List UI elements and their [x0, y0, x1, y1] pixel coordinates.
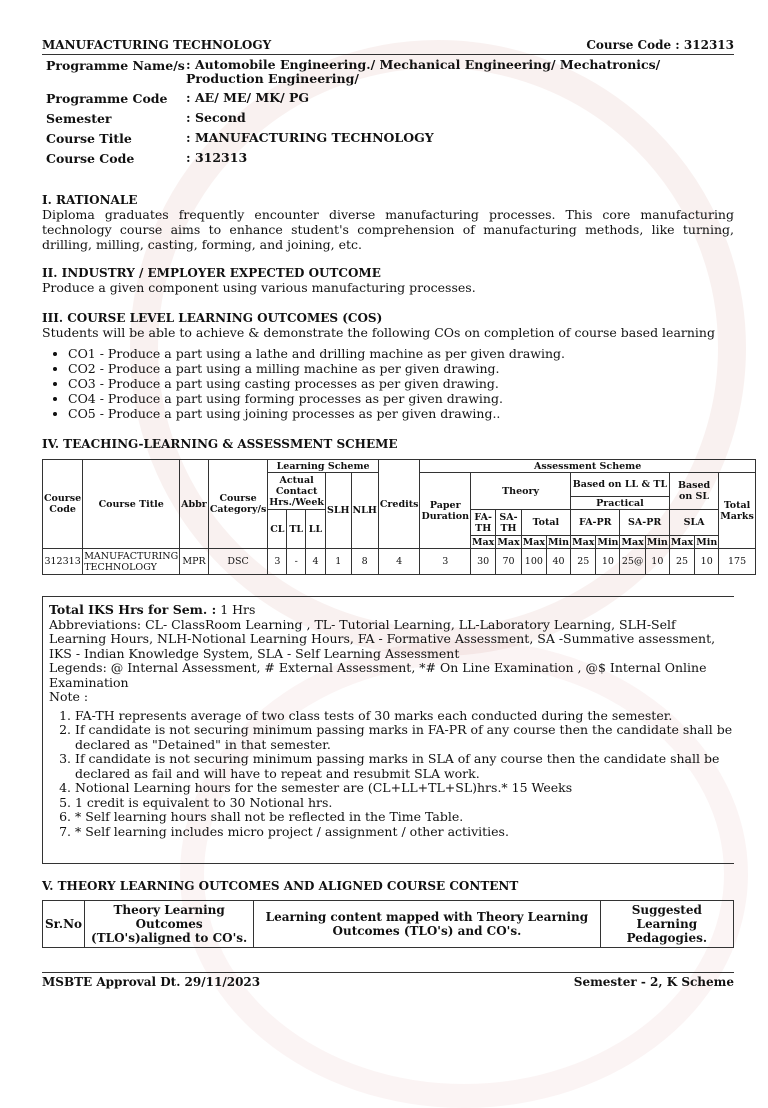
section-heading: II. INDUSTRY / EMPLOYER EXPECTED OUTCOME	[42, 266, 381, 280]
section-tlo-heading	[42, 879, 734, 893]
section-course-outcomes	[42, 311, 734, 421]
section-rationale	[42, 193, 734, 252]
section-heading: I. RATIONALE	[42, 193, 138, 207]
note-label: Note :	[49, 689, 89, 704]
list-item: 3. If candidate is not securing minimum passing marks in SLA of any course then the candidate shall be declared as fail and will have to repeat and resubmit SLA work.	[75, 752, 734, 781]
iks-hours: Total IKS Hrs for Sem. : 1 Hrs	[49, 602, 256, 617]
page-footer	[42, 972, 734, 989]
list-item: • CO2 - Produce a part using a milling machine as per given drawing.	[68, 361, 734, 376]
document-page	[42, 0, 754, 1024]
notes-list	[49, 709, 734, 840]
section-heading: IV. TEACHING-LEARNING & ASSESSMENT SCHEME	[42, 437, 398, 451]
tlo-table: Sr.No Theory Learning Outcomes (TLO's)aligned to CO's. Learning content mapped with Theory Learning Outcomes (TLO's) and CO's. Suggested Learning Pedagogies.	[42, 900, 734, 948]
section-industry-outcome	[42, 266, 734, 295]
section-scheme-heading	[42, 437, 734, 451]
co-list	[42, 346, 734, 421]
list-item: 4. Notional Learning hours for the semester are (CL+LL+TL+SL)hrs.* 15 Weeks	[75, 781, 734, 796]
info-row: Semester : Second	[46, 110, 246, 126]
info-row: Programme Name/s : Automobile Engineering./ Mechanical Engineering/ Mechatronics/ Production Engineering/	[46, 57, 661, 86]
header-title: MANUFACTURING TECHNOLOGY	[42, 38, 272, 52]
list-item: 6. * Self learning hours shall not be reflected in the Time Table.	[75, 810, 734, 825]
table-row: 312313 MANUFACTURING TECHNOLOGY MPR DSC 3 - 4 1 8 4 3 30 70 100 40 25 10 25@ 10 25 10 175	[43, 549, 756, 575]
section-heading: III. COURSE LEVEL LEARNING OUTCOMES (COS)	[42, 311, 383, 325]
list-item: • CO5 - Produce a part using joining processes as per given drawing..	[68, 406, 734, 421]
list-item: • CO1 - Produce a part using a lathe and drilling machine as per given drawing.	[68, 346, 734, 361]
teaching-scheme-table: Course Code Course Title Abbr Course Category/s Learning Scheme Credits Assessment Scheme Actual Contact Hrs./Week SLH NLH Paper Duration Theory Based on LL & TL Based on SL Total Marks Practical CL TL LL FA-TH SA-TH Total FA-PR SA-PR SLA Max Max Max Min Max Min Max Min Max Min 312313 MANUFACTURING TECHNOLOGY MPR DSC 3 - 4 1 8 4 3 30 70 100 40 25 10 25@ 10 25 10 175	[44, 460, 754, 573]
industry-text: Produce a given component using various manufacturing processes.	[42, 280, 476, 295]
info-row: Course Title : MANUFACTURING TECHNOLOGY	[46, 130, 434, 146]
list-item: • CO3 - Produce a part using casting processes as per given drawing.	[68, 376, 734, 391]
scheme-notes	[42, 596, 734, 864]
list-item: 1. FA-TH represents average of two class tests of 30 marks each conducted during the semester.	[75, 709, 734, 724]
course-info	[42, 58, 734, 170]
list-item: 2. If candidate is not securing minimum passing marks in FA-PR of any course then the candidate shall be declared as "Detained" in that semester.	[75, 723, 734, 752]
footer-approval: MSBTE Approval Dt. 29/11/2023	[42, 975, 261, 989]
rationale-text: Diploma graduates frequently encounter diverse manufacturing processes. This core manufacturing technology course aims to enhance student's comprehension of manufacturing methods, like turning, drilling, milling, casting, forming, and joining, etc.	[42, 207, 734, 252]
page-header	[42, 38, 734, 55]
section-heading: V. THEORY LEARNING OUTCOMES AND ALIGNED COURSE CONTENT	[42, 879, 519, 893]
list-item: 7. * Self learning includes micro project / assignment / other activities.	[75, 825, 734, 840]
list-item: • CO4 - Produce a part using forming processes as per given drawing.	[68, 391, 734, 406]
legends-text: Legends: @ Internal Assessment, # External Assessment, *# On Line Examination , @$ Internal Online Examination	[49, 660, 707, 690]
info-row: Course Code : 312313	[46, 150, 248, 166]
abbreviations-text: Abbreviations: CL- ClassRoom Learning , TL- Tutorial Learning, LL-Laboratory Learning, SLH-Self Learning Hours, NLH-Notional Learning Hours, FA - Formative Assessment, SA -Summative assessment, IKS - Indian Knowledge System, SLA - Self Learning Assessment	[49, 616, 716, 661]
list-item: 5. 1 credit is equivalent to 30 Notional hrs.	[75, 796, 734, 811]
header-course-code: Course Code : 312313	[586, 38, 734, 52]
footer-semester: Semester - 2, K Scheme	[573, 975, 734, 989]
info-row: Programme Code : AE/ ME/ MK/ PG	[46, 90, 310, 106]
cos-intro: Students will be able to achieve & demonstrate the following COs on completion of course based learning	[42, 325, 715, 340]
